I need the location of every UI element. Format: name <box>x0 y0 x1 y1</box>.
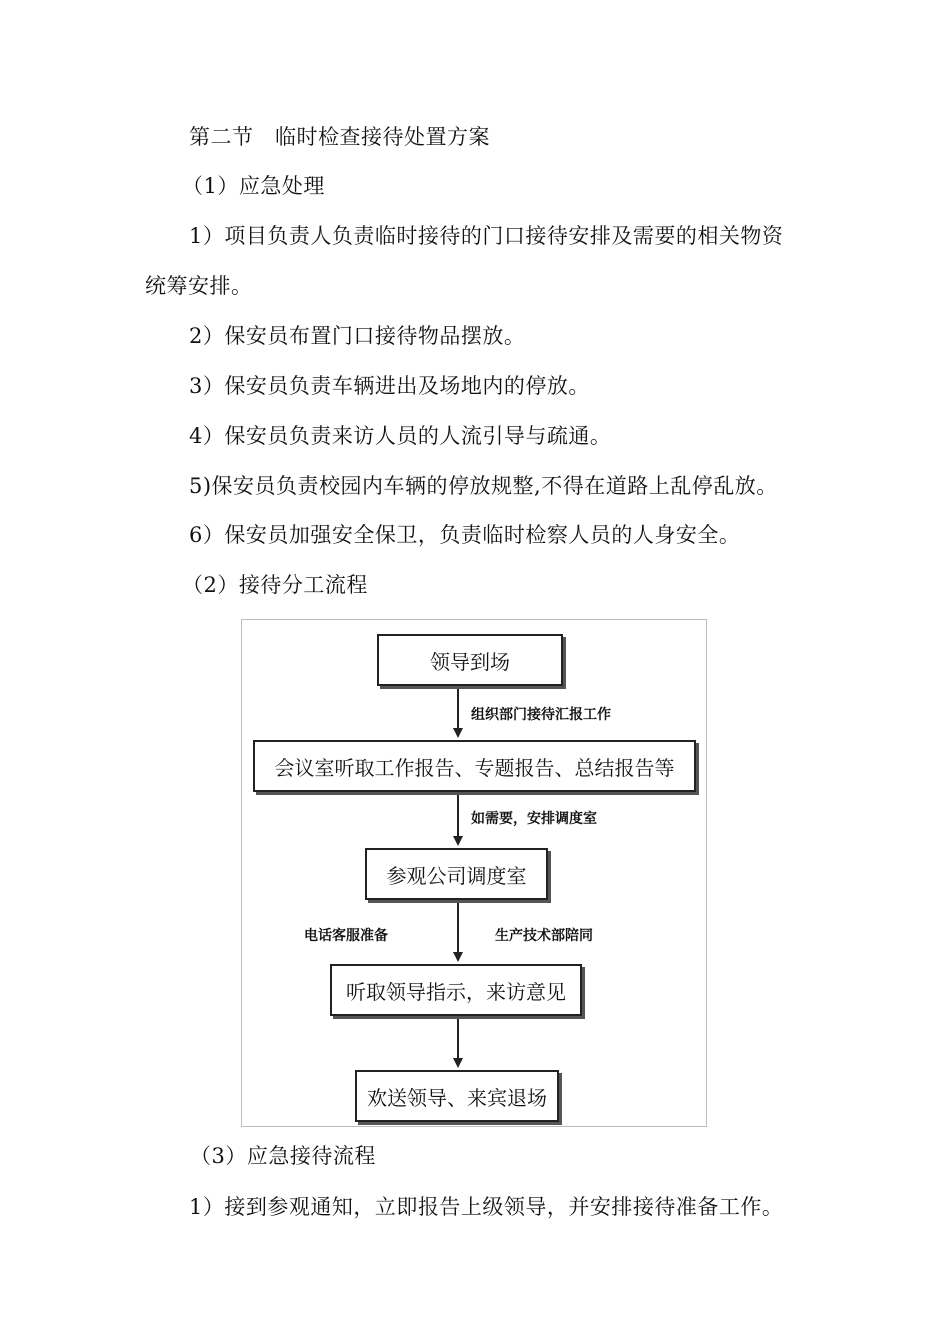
flow-step-farewell: 欢送领导、来宾退场 <box>355 1070 559 1122</box>
paragraph-1-line-2: 统筹安排。 <box>145 274 253 298</box>
flow-label-organize-report: 组织部门接待汇报工作 <box>471 707 611 723</box>
section-title: 第二节 临时检查接待处置方案 <box>189 125 490 149</box>
paragraph-7: 1）接到参观通知，立即报告上级领导，并安排接待准备工作。 <box>189 1195 784 1219</box>
subheading-reception-flow: （2）接待分工流程 <box>182 573 368 597</box>
flow-step-leader-instructions: 听取领导指示，来访意见 <box>330 964 582 1016</box>
flow-label-phone-service: 电话客服准备 <box>304 928 388 944</box>
subheading-emergency-reception: （3）应急接待流程 <box>190 1144 376 1168</box>
flow-step-leader-arrival: 领导到场 <box>377 634 563 686</box>
paragraph-2: 2）保安员布置门口接待物品摆放。 <box>189 324 526 348</box>
flow-step-meeting-room-reports: 会议室听取工作报告、专题报告、总结报告等 <box>253 740 696 792</box>
paragraph-3: 3）保安员负责车辆进出及场地内的停放。 <box>189 374 590 398</box>
paragraph-4: 4）保安员负责来访人员的人流引导与疏通。 <box>189 424 612 448</box>
flow-label-arrange-dispatch: 如需要，安排调度室 <box>471 811 597 827</box>
subheading-emergency-handling: （1）应急处理 <box>182 174 325 198</box>
paragraph-5: 5)保安员负责校园内车辆的停放规整,不得在道路上乱停乱放。 <box>189 474 778 498</box>
paragraph-6: 6）保安员加强安全保卫，负责临时检察人员的人身安全。 <box>189 523 741 547</box>
flow-label-production-tech: 生产技术部陪同 <box>495 928 593 944</box>
flow-step-visit-dispatch-room: 参观公司调度室 <box>365 848 548 900</box>
reception-flowchart <box>241 619 707 1127</box>
paragraph-1-line-1: 1）项目负责人负责临时接待的门口接待安排及需要的相关物资 <box>189 224 784 248</box>
